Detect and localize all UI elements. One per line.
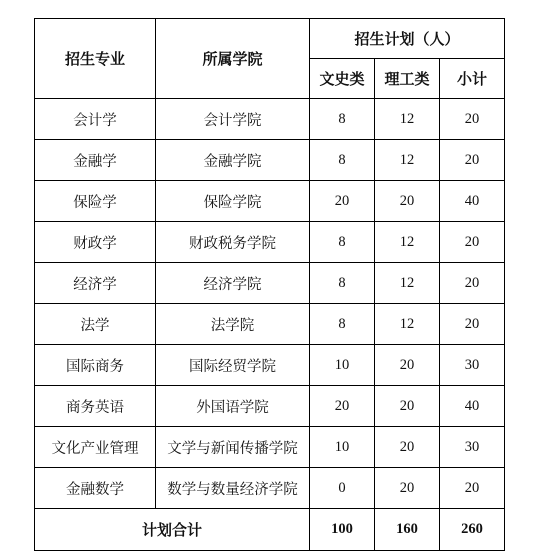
cell-science: 12	[375, 222, 440, 263]
header-science: 理工类	[375, 59, 440, 99]
cell-college: 国际经贸学院	[156, 345, 310, 386]
cell-college: 外国语学院	[156, 386, 310, 427]
cell-major: 经济学	[35, 263, 156, 304]
cell-subtotal: 20	[440, 263, 505, 304]
table-row	[35, 304, 505, 345]
cell-college: 数学与数量经济学院	[156, 468, 310, 509]
cell-college: 金融学院	[156, 140, 310, 181]
total-label: 计划合计	[35, 509, 310, 551]
table-footer	[35, 509, 505, 551]
cell-college: 法学院	[156, 304, 310, 345]
table-row	[35, 345, 505, 386]
total-science: 160	[375, 509, 440, 551]
cell-arts: 0	[310, 468, 375, 509]
cell-science: 20	[375, 345, 440, 386]
cell-college: 财政税务学院	[156, 222, 310, 263]
cell-science: 12	[375, 140, 440, 181]
cell-subtotal: 40	[440, 181, 505, 222]
cell-arts: 8	[310, 222, 375, 263]
table-row	[35, 386, 505, 427]
total-subtotal: 260	[440, 509, 505, 551]
cell-arts: 8	[310, 304, 375, 345]
cell-major: 国际商务	[35, 345, 156, 386]
table-row	[35, 468, 505, 509]
header-plan-group: 招生计划（人）	[310, 19, 505, 59]
cell-subtotal: 40	[440, 386, 505, 427]
header-arts: 文史类	[310, 59, 375, 99]
header-major: 招生专业	[35, 19, 156, 99]
cell-science: 12	[375, 99, 440, 140]
cell-major: 法学	[35, 304, 156, 345]
cell-subtotal: 20	[440, 468, 505, 509]
cell-science: 20	[375, 427, 440, 468]
cell-major: 金融学	[35, 140, 156, 181]
cell-science: 20	[375, 468, 440, 509]
cell-subtotal: 20	[440, 304, 505, 345]
cell-college: 会计学院	[156, 99, 310, 140]
cell-science: 12	[375, 304, 440, 345]
cell-subtotal: 20	[440, 99, 505, 140]
cell-science: 20	[375, 181, 440, 222]
cell-college: 经济学院	[156, 263, 310, 304]
cell-arts: 20	[310, 181, 375, 222]
cell-arts: 8	[310, 263, 375, 304]
cell-major: 保险学	[35, 181, 156, 222]
cell-subtotal: 20	[440, 222, 505, 263]
table-row	[35, 99, 505, 140]
total-arts: 100	[310, 509, 375, 551]
cell-major: 会计学	[35, 99, 156, 140]
cell-subtotal: 30	[440, 427, 505, 468]
total-row	[35, 509, 505, 551]
cell-college: 保险学院	[156, 181, 310, 222]
cell-subtotal: 30	[440, 345, 505, 386]
cell-arts: 20	[310, 386, 375, 427]
cell-arts: 8	[310, 140, 375, 181]
cell-subtotal: 20	[440, 140, 505, 181]
header-row-top	[35, 19, 505, 59]
table-row	[35, 181, 505, 222]
cell-science: 12	[375, 263, 440, 304]
table-row	[35, 263, 505, 304]
cell-science: 20	[375, 386, 440, 427]
cell-major: 财政学	[35, 222, 156, 263]
cell-major: 金融数学	[35, 468, 156, 509]
header-college: 所属学院	[156, 19, 310, 99]
table-body	[35, 99, 505, 509]
cell-arts: 10	[310, 345, 375, 386]
cell-major: 文化产业管理	[35, 427, 156, 468]
cell-major: 商务英语	[35, 386, 156, 427]
cell-college: 文学与新闻传播学院	[156, 427, 310, 468]
table-row	[35, 222, 505, 263]
table-header	[35, 19, 505, 99]
table-row	[35, 427, 505, 468]
cell-arts: 10	[310, 427, 375, 468]
table-row	[35, 140, 505, 181]
header-subtotal: 小计	[440, 59, 505, 99]
enrollment-plan-table	[34, 18, 505, 551]
cell-arts: 8	[310, 99, 375, 140]
